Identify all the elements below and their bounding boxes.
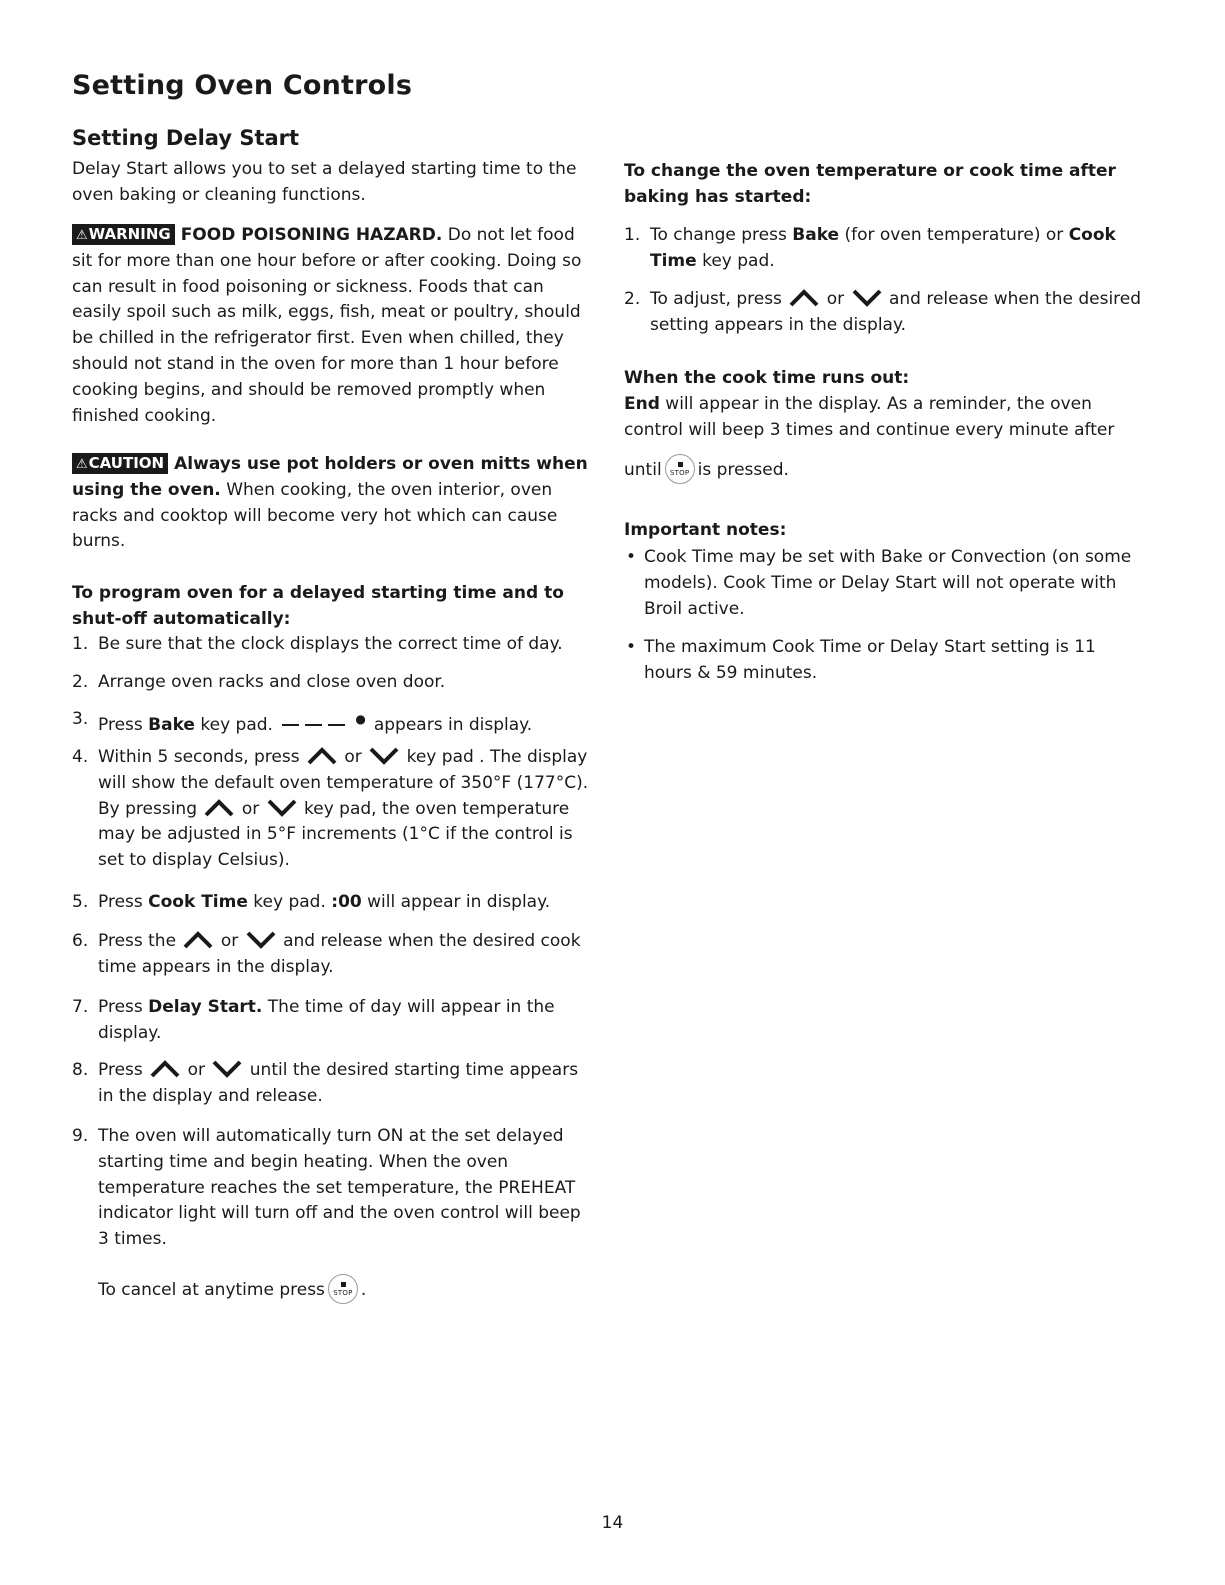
page-title: Setting Oven Controls [72, 70, 413, 101]
step-text: Press the [98, 931, 177, 951]
cancel-line: To cancel at anytime press STOP . [72, 1274, 592, 1304]
runs-out-body: will appear in the display. As a reminder, the oven control will beep 3 times and continue every minute after [624, 394, 1115, 440]
program-step [72, 890, 592, 916]
key-cook-time: Cook Time [148, 892, 248, 912]
step-number: 3. [72, 709, 89, 729]
program-step [72, 995, 592, 1047]
caution-triangle-icon: ⚠ [76, 457, 88, 472]
caution-text: When cooking, the oven interior, oven racks and cooktop will become very hot which can cause burns. [72, 479, 558, 552]
runs-out-tail: is pressed. [697, 460, 789, 480]
runs-out-text [624, 392, 1149, 444]
step-text: key pad, the oven temperature may be adjusted in 5°F increments (1°C if the control is set to display Celsius). [98, 798, 573, 871]
up-arrow-icon [150, 1060, 180, 1078]
step-text: and release when the desired cook time appears in the display. [98, 931, 581, 977]
warning-text: Do not let food sit for more than one hour before or after cooking. Doing so can result in food poisoning or sickness. Foods that can easily spoil such as milk, eggs, fish, meat or poultry, should be chilled in the refrigerator first. Even when chilled, they should not stand in the oven for more than 1 hour before cooking begins, and should be removed promptly when finished cooking. [72, 225, 582, 426]
step-text: key pad. [194, 715, 273, 735]
down-arrow-icon [212, 1060, 242, 1078]
program-step [72, 745, 592, 874]
step-text: or [826, 289, 845, 309]
step-number: 4. [72, 747, 89, 767]
step-text: key pad . The display will show the default oven temperature of 350°F (177°C). By pressing [98, 747, 589, 819]
step-number: 5. [72, 892, 89, 912]
step-text: Press [98, 715, 149, 735]
stop-button-icon [328, 1274, 358, 1304]
warning-badge [72, 224, 175, 245]
up-arrow-icon [789, 289, 819, 307]
step-text: appears in display. [373, 715, 533, 735]
display-value: :00 [331, 892, 362, 912]
step-number: 7. [72, 997, 89, 1017]
section-title: Setting Delay Start [72, 126, 300, 150]
stop-label: STOP [670, 469, 690, 477]
step-text: To change press [650, 225, 793, 245]
program-step [72, 929, 592, 981]
step-number: 1. [72, 634, 89, 654]
note-item [624, 545, 1149, 622]
step-text: (for oven temperature) or [839, 225, 1069, 245]
key-bake: Bake [148, 715, 195, 735]
key-bake: Bake [792, 225, 840, 245]
stop-label: STOP [333, 1289, 353, 1297]
runs-out-until-text: until [624, 460, 662, 480]
note-text: Cook Time may be set with Bake or Convection (on some models). Cook Time or Delay Start will not operate with Broil active. [644, 547, 1132, 619]
step-text: key pad. [247, 892, 332, 912]
change-heading: To change the oven temperature or cook time after baking has started: [624, 161, 1116, 207]
step-text: will appear in display. [361, 892, 551, 912]
step-text: and release when the desired setting appears in the display. [650, 289, 1142, 335]
note-text: The maximum Cook Time or Delay Start setting is 11 hours & 59 minutes. [644, 637, 1096, 683]
program-step [72, 1058, 592, 1110]
step-number: 1. [624, 225, 641, 245]
down-arrow-icon [267, 799, 297, 817]
display-dashes-icon [282, 709, 351, 735]
warning-triangle-icon: ⚠ [76, 228, 88, 243]
up-arrow-icon [307, 747, 337, 765]
step-text: Press [98, 997, 149, 1017]
step-number: 2. [624, 289, 641, 309]
degree-dot-icon: ● [355, 712, 366, 726]
step-text: or [220, 931, 239, 951]
step-text: To adjust, press [650, 289, 782, 309]
warning-badge-label: WARNING [88, 225, 171, 243]
step-text: Arrange oven racks and close oven door. [98, 672, 446, 692]
program-step [72, 632, 592, 658]
runs-out-heading: When the cook time runs out: [624, 368, 910, 388]
step-number: 9. [72, 1126, 89, 1146]
step-text: Press [98, 892, 149, 912]
stop-button-icon [665, 454, 695, 484]
warning-block [72, 223, 592, 429]
up-arrow-icon [204, 799, 234, 817]
program-step [72, 707, 592, 739]
bullet-icon: • [626, 547, 637, 567]
step-number: 6. [72, 931, 89, 951]
key-delay-start: Delay Start. [148, 997, 263, 1017]
step-text: The time of day will appear in the display. [98, 997, 555, 1043]
runs-out-until [624, 454, 1149, 484]
step-text: The oven will automatically turn ON at the set delayed starting time and begin heating. When the oven temperature reaches the set temperature, the PREHEAT indicator light will turn off and the oven control will beep 3 times. [98, 1126, 581, 1250]
bullet-icon: • [626, 637, 637, 657]
step-text: or [344, 747, 362, 767]
up-arrow-icon [183, 931, 213, 949]
step-text: Press [98, 1060, 143, 1080]
step-number: 8. [72, 1060, 89, 1080]
step-text: key pad. [696, 250, 775, 271]
change-step [624, 223, 1149, 275]
caution-badge-label: CAUTION [88, 454, 165, 472]
step-text: until the desired starting time appears in the display and release. [98, 1060, 579, 1106]
display-end: End [624, 394, 660, 414]
step-number: 2. [72, 672, 89, 692]
program-step [72, 670, 592, 696]
program-step [72, 1124, 592, 1253]
down-arrow-icon [852, 289, 882, 307]
key-cook-time: Cook Time [650, 225, 1116, 271]
caution-block [72, 452, 592, 555]
change-step [624, 287, 1149, 339]
notes-heading: Important notes: [624, 520, 787, 540]
down-arrow-icon [246, 931, 276, 949]
cancel-text: To cancel at anytime press [98, 1280, 325, 1300]
step-text: Be sure that the clock displays the correct time of day. [98, 634, 563, 654]
warning-lead: FOOD POISONING HAZARD. [180, 225, 443, 245]
program-heading: To program oven for a delayed starting time and to shut-off automatically: [72, 583, 564, 629]
page-number: 14 [601, 1513, 624, 1533]
down-arrow-icon [369, 747, 399, 765]
section-intro: Delay Start allows you to set a delayed starting time to the oven baking or cleaning functions. [72, 159, 577, 205]
step-text: Within 5 seconds, press [98, 747, 300, 767]
note-item [624, 635, 1149, 687]
caution-lead: Always use pot holders or oven mitts when using the oven. [72, 454, 588, 500]
caution-badge [72, 453, 168, 474]
step-text: or [187, 1060, 205, 1080]
step-text: or [241, 798, 260, 819]
